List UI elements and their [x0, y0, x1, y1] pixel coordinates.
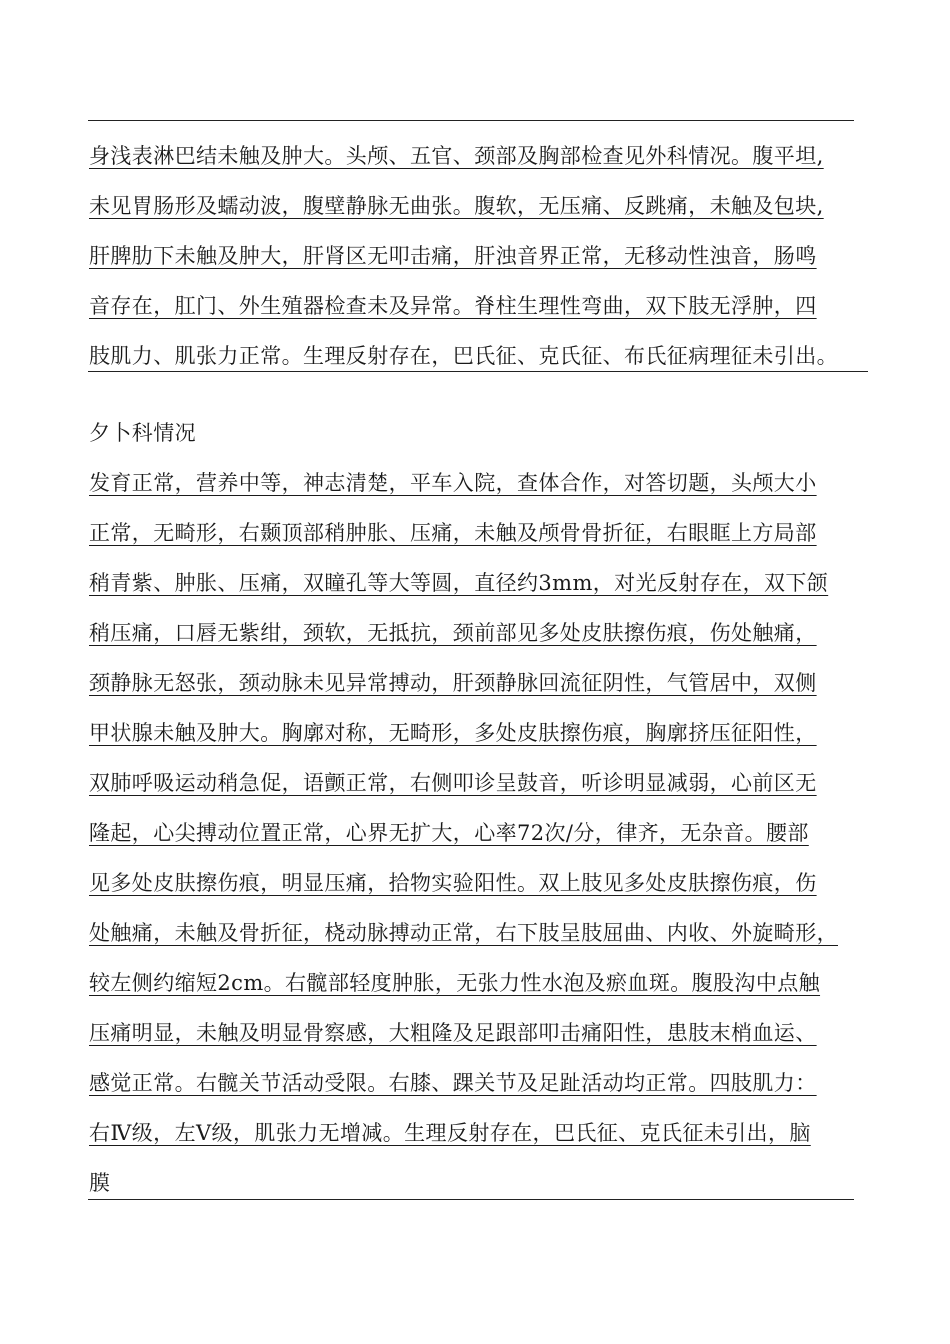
text-line: 颈静脉无怒张，颈动脉未见异常搏动，肝颈静脉回流征阴性，气管居中，双侧 — [89, 671, 817, 695]
text-line: 正常，无畸形，右颞顶部稍肿胀、压痛，未触及颅骨骨折征，右眼眶上方局部 — [89, 521, 817, 545]
text-line: 肝脾肋下未触及肿大，肝肾区无叩击痛，肝浊音界正常，无移动性浊音，肠鸣 — [89, 244, 817, 268]
text-line: 未见胃肠形及蠕动波，腹壁静脉无曲张。腹软，无压痛、反跳痛，未触及包块, — [89, 194, 824, 218]
text-line: 隆起，心尖搏动位置正常，心界无扩大，心率72次/分，律齐，无杂音。腰部 — [89, 821, 809, 845]
section-heading: 夕卜科情况 — [89, 421, 196, 445]
text-line: 稍青紫、肿胀、压痛，双瞳孔等大等圆，直径约3mm，对光反射存在，双下颌 — [89, 571, 829, 595]
text-line: 双肺呼吸运动稍急促，语颤正常，右侧叩诊呈鼓音，听诊明显减弱，心前区无 — [89, 771, 817, 795]
text-line: 身浅表淋巴结未触及肿大。头颅、五官、颈部及胸部检查见外科情况。腹平坦, — [89, 144, 824, 168]
section-2-bottom-rule — [88, 1199, 854, 1200]
text-line: 音存在，肛门、外生殖器检查未及异常。脊柱生理性弯曲，双下肢无浮肿，四 — [89, 294, 817, 318]
section-1-bottom-rule — [88, 371, 868, 372]
text-line: 感觉正常。右髋关节活动受限。右膝、踝关节及足趾活动均正常。四肢肌力： — [89, 1071, 817, 1095]
text-line: 见多处皮肤擦伤痕，明显压痛，拾物实验阳性。双上肢见多处皮肤擦伤痕，伤 — [89, 871, 817, 895]
text-line: 处触痛，未触及骨折征，桡动脉搏动正常，右下肢呈肢屈曲、内收、外旋畸形， — [89, 921, 838, 945]
text-line: 发育正常，营养中等，神志清楚，平车入院，查体合作，对答切题，头颅大小 — [89, 471, 817, 495]
text-line: 甲状腺未触及肿大。胸廓对称，无畸形，多处皮肤擦伤痕，胸廓挤压征阳性， — [89, 721, 817, 745]
text-line: 肢肌力、肌张力正常。生理反射存在，巴氏征、克氏征、布氏征病理征未引出。 — [89, 344, 838, 368]
text-line: 压痛明显，未触及明显骨察感，大粗隆及足跟部叩击痛阳性，患肢末梢血运、 — [89, 1021, 817, 1045]
text-line: 右Ⅳ级，左Ⅴ级，肌张力无增减。生理反射存在，巴氏征、克氏征未引出，脑 — [89, 1121, 811, 1145]
top-rule — [88, 120, 854, 121]
text-line: 膜 — [89, 1171, 111, 1195]
text-line: 稍压痛，口唇无紫绀，颈软，无抵抗，颈前部见多处皮肤擦伤痕，伤处触痛， — [89, 621, 817, 645]
text-line: 较左侧约缩短2cm。右髋部轻度肿胀，无张力性水泡及瘀血斑。腹股沟中点触 — [89, 971, 821, 995]
